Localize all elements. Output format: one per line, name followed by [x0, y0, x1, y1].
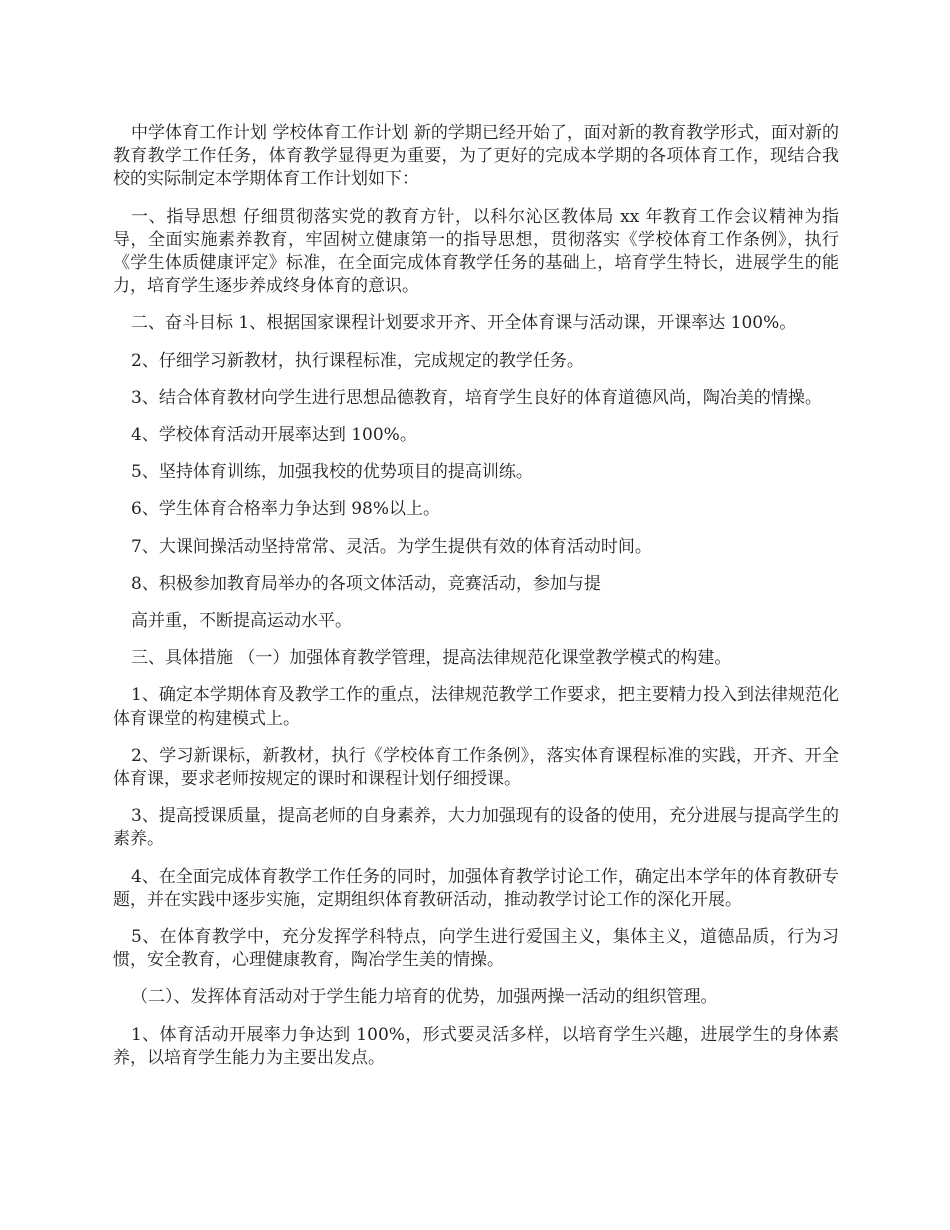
paragraph-section-2-item-1: 1、体育活动开展率力争达到 100%，形式要灵活多样，以培育学生兴趣，进展学生的身体素养，以培育学生能力为主要出发点。: [113, 1024, 839, 1068]
paragraph-goal-7: 7、大课间操活动坚持常常、灵活。为学生提供有效的体育活动时间。: [131, 536, 652, 557]
paragraph-goals: 二、奋斗目标 1、根据国家课程计划要求开齐、开全体育课与活动课，开课率达 100%。: [131, 313, 797, 334]
paragraph-measure-3: 3、提高授课质量，提高老师的自身素养，大力加强现有的设备的使用，充分进展与提高学生的素养。: [113, 806, 839, 850]
document-body: [113, 122, 839, 1084]
paragraph-guiding-ideology: 一、指导思想 仔细贯彻落实党的教育方针，以科尔沁区教体局 xx 年教育工作会议精神为指导，全面实施素养教育，牢固树立健康第一的指导思想，贯彻落实《学校体育工作条例》，执行《学生体质健康评定》标准，在全面完成体育教学任务的基础上，培育学生特长，进展学生的能力，培育学生逐步养成终身体育的意识。: [113, 206, 839, 297]
paragraph-goal-8: 8、积极参加教育局举办的各项文体活动，竞赛活动，参加与提: [131, 573, 601, 594]
paragraph-goal-6: 6、学生体育合格率力争达到 98%以上。: [131, 499, 441, 520]
paragraph-measure-4: 4、在全面完成体育教学工作任务的同时，加强体育教学讨论工作，确定出本学年的体育教研专题，并在实践中逐步实施，定期组织体育教研活动，推动教学讨论工作的深化开展。: [113, 866, 839, 910]
paragraph-goal-5: 5、坚持体育训练，加强我校的优势项目的提高训练。: [131, 462, 533, 483]
paragraph-goal-3: 3、结合体育教材向学生进行思想品德教育，培育学生良好的体育道德风尚，陶冶美的情操。: [131, 387, 822, 408]
paragraph-measure-5: 5、在体育教学中，充分发挥学科特点，向学生进行爱国主义，集体主义，道德品质，行为习惯，安全教育，心理健康教育，陶冶学生美的情操。: [113, 927, 839, 971]
paragraph-measures: 三、具体措施 （一）加强体育教学管理，提高法律规范化课堂教学模式的构建。: [131, 648, 732, 669]
paragraph-section-2: （二）、发挥体育活动对于学生能力培育的优势，加强两操一活动的组织管理。: [131, 987, 718, 1008]
paragraph-goal-8-continued: 高并重，不断提高运动水平。: [131, 611, 352, 632]
paragraph-goal-2: 2、仔细学习新教材，执行课程标准，完成规定的教学任务。: [131, 350, 584, 371]
paragraph-measure-2: 2、学习新课标，新教材，执行《学校体育工作条例》，落实体育课程标准的实践，开齐、开全体育课，要求老师按规定的课时和课程计划仔细授课。: [113, 745, 839, 790]
paragraph-intro: 中学体育工作计划 学校体育工作计划 新的学期已经开始了，面对新的教育教学形式，面对新的教育教学工作任务，体育教学显得更为重要，为了更好的完成本学期的各项体育工作，现结合我校的实际制定本学期体育工作计划如下：: [113, 123, 839, 190]
paragraph-measure-1: 1、确定本学期体育及教学工作的重点，法律规范教学工作要求，把主要精力投入到法律规范化体育课堂的构建模式上。: [113, 685, 839, 729]
paragraph-goal-4: 4、学校体育活动开展率达到 100%。: [131, 425, 417, 446]
